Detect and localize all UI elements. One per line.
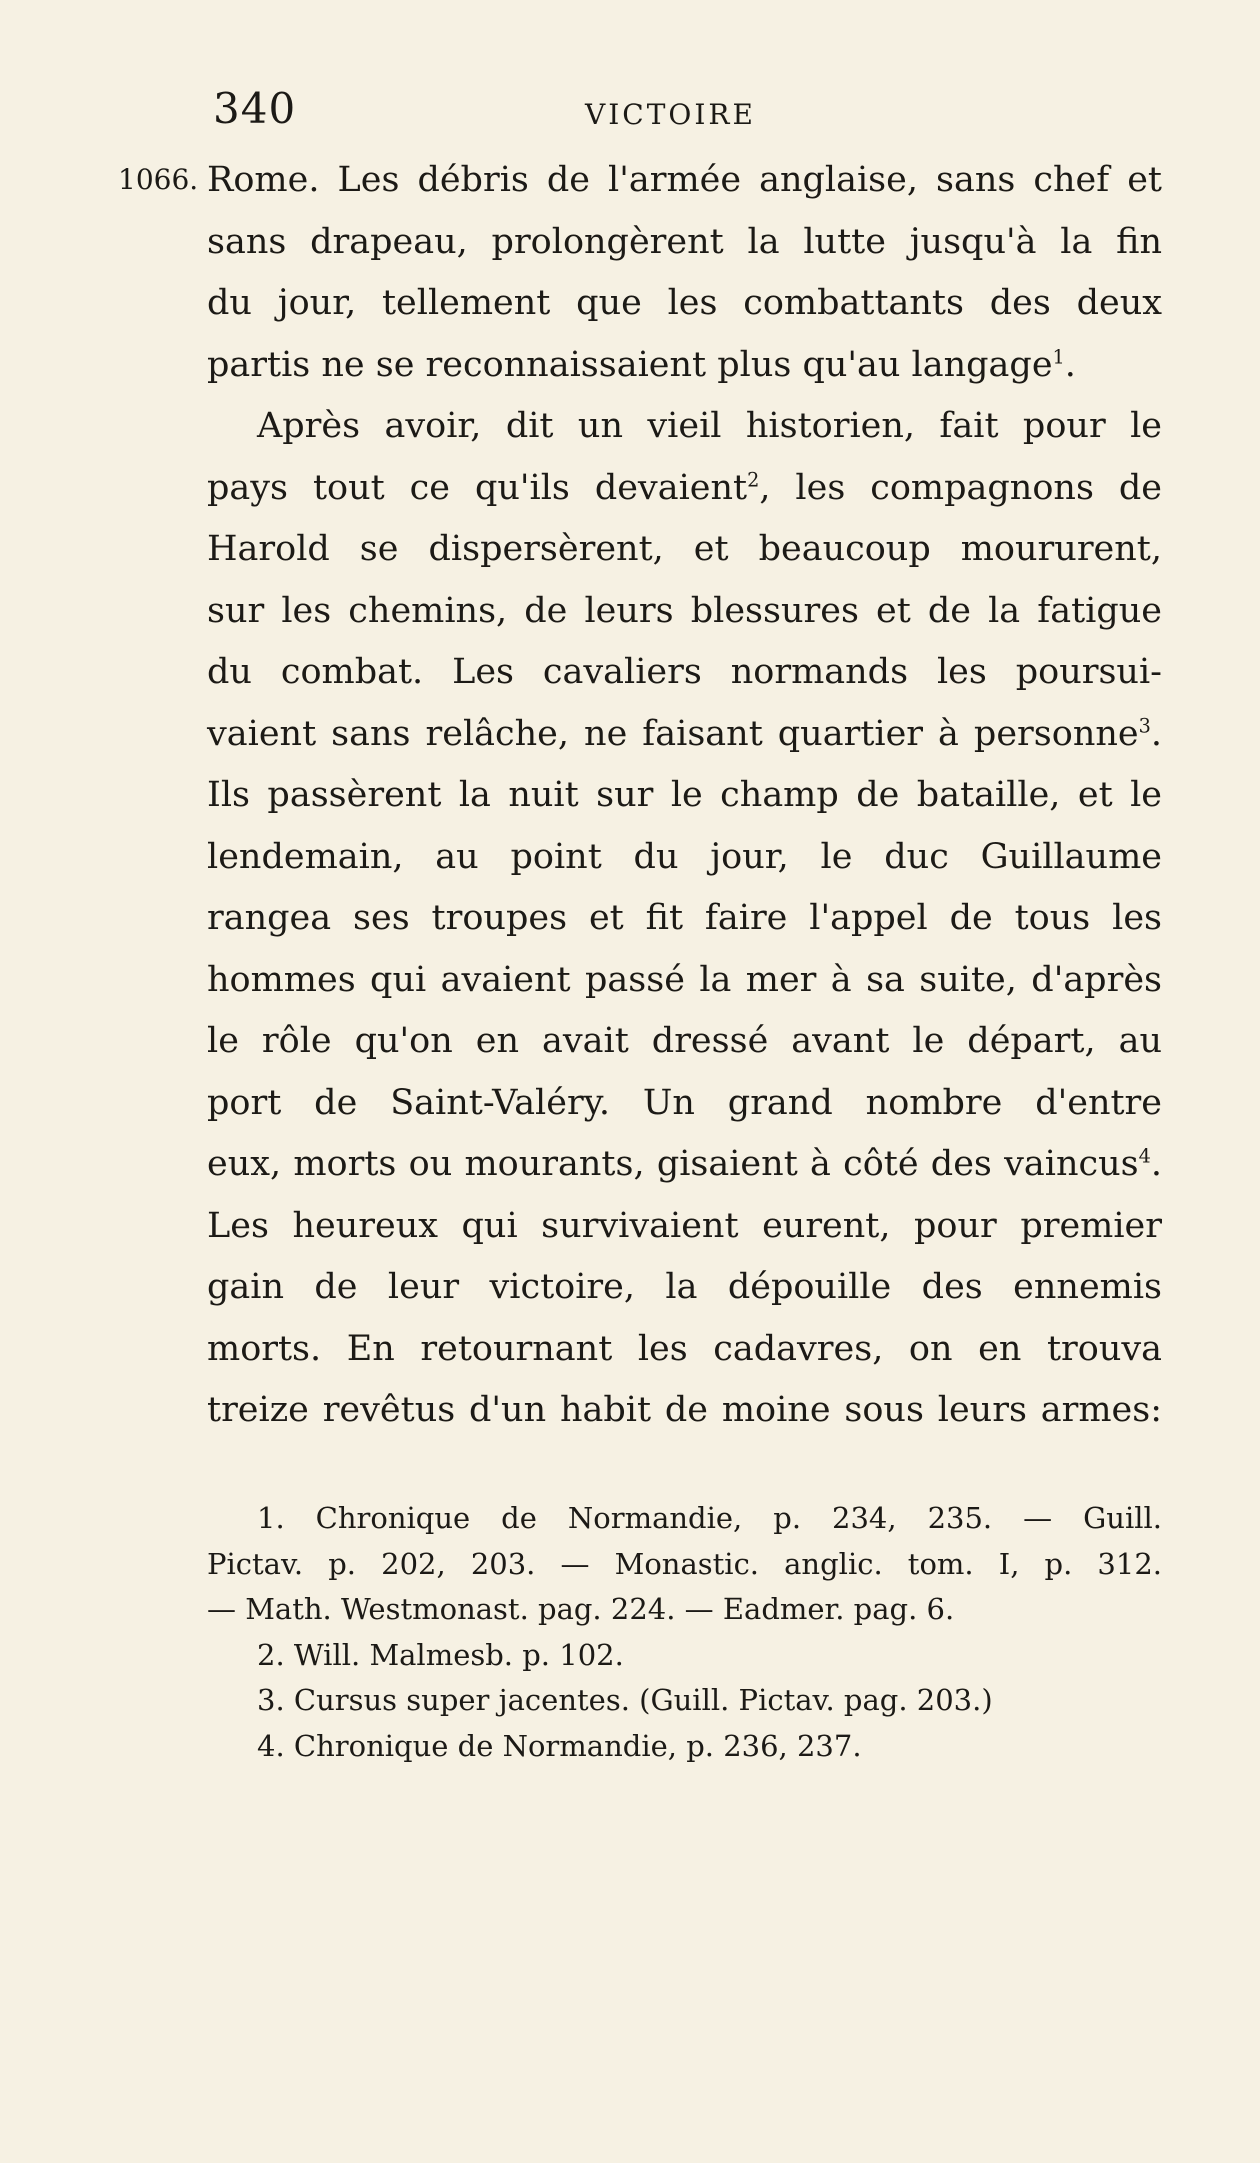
margin-date: 1066. <box>118 163 199 196</box>
text-line: Rome. Les débris de l'armée anglaise, sans chef et <box>207 160 1162 200</box>
text-line: pays tout ce qu'ils devaient$^2$, les compagnons de <box>207 467 1162 508</box>
text-line: sans drapeau, prolongèrent la lutte jusqu'à la fin <box>207 221 1162 262</box>
text-line: morts. En retournant les cadavres, on en trouva <box>207 1328 1162 1369</box>
body-text <box>207 150 1162 1442</box>
running-title: VICTOIRE <box>585 98 756 131</box>
page-number: 340 <box>213 84 297 133</box>
text-line: Les heureux qui survivaient eurent, pour premier <box>207 1205 1162 1246</box>
text-line: hommes qui avaient passé la mer à sa suite, d'après <box>207 959 1162 1000</box>
text-line: port de Saint-Valéry. Un grand nombre d'entre <box>207 1082 1162 1123</box>
text-line: partis ne se reconnaissaient plus qu'au langage$^1$. <box>207 344 1076 385</box>
text-line: le rôle qu'on en avait dressé avant le départ, au <box>207 1021 1162 1061</box>
text-line: rangea ses troupes et fit faire l'appel de tous les <box>207 898 1162 938</box>
text-line: Ils passèrent la nuit sur le champ de bataille, et le <box>207 775 1162 815</box>
text-line: treize revêtus d'un habit de moine sous leurs armes: <box>207 1390 1162 1430</box>
text-line: du combat. Les cavaliers normands les poursui- <box>207 652 1162 692</box>
text-line: vaient sans relâche, ne faisant quartier à personne$^3$. <box>207 713 1162 754</box>
text-line: eux, morts ou mourants, gisaient à côté des vaincus$^4$. <box>207 1144 1162 1184</box>
running-header <box>205 84 1105 134</box>
text-line: Harold se dispersèrent, et beaucoup moururent, <box>207 529 1162 569</box>
footnote-ref: 1 <box>1052 344 1065 368</box>
footnote-ref: 3 <box>1138 713 1151 737</box>
footnote-2: 2. Will. Malmesb. p. 102. <box>257 1637 624 1672</box>
text-line: du jour, tellement que les combattants des deux <box>207 283 1162 323</box>
footnote-ref: 4 <box>1138 1144 1151 1168</box>
footnote-1: 1. Chronique de Normandie, p. 234, 235. — Guill. <box>257 1501 1162 1535</box>
text-line: Après avoir, dit un vieil historien, fait pour le <box>257 406 1162 446</box>
footnote-1-cont: — Math. Westmonast. pag. 224. — Eadmer. pag. 6. <box>207 1592 955 1626</box>
text-line: gain de leur victoire, la dépouille des ennemis <box>207 1267 1162 1307</box>
footnotes <box>207 1496 1162 1769</box>
footnote-3: 3. Cursus super jacentes. (Guill. Pictav. pag. 203.) <box>257 1683 993 1717</box>
text-line: lendemain, au point du jour, le duc Guillaume <box>207 836 1162 877</box>
text-line: sur les chemins, de leurs blessures et de la fatigue <box>207 590 1162 631</box>
footnote-4: 4. Chronique de Normandie, p. 236, 237. <box>257 1728 862 1763</box>
footnote-ref: 2 <box>747 467 760 491</box>
footnote-1-cont: Pictav. p. 202, 203. — Monastic. anglic. tom. I, p. 312. <box>207 1546 1162 1581</box>
